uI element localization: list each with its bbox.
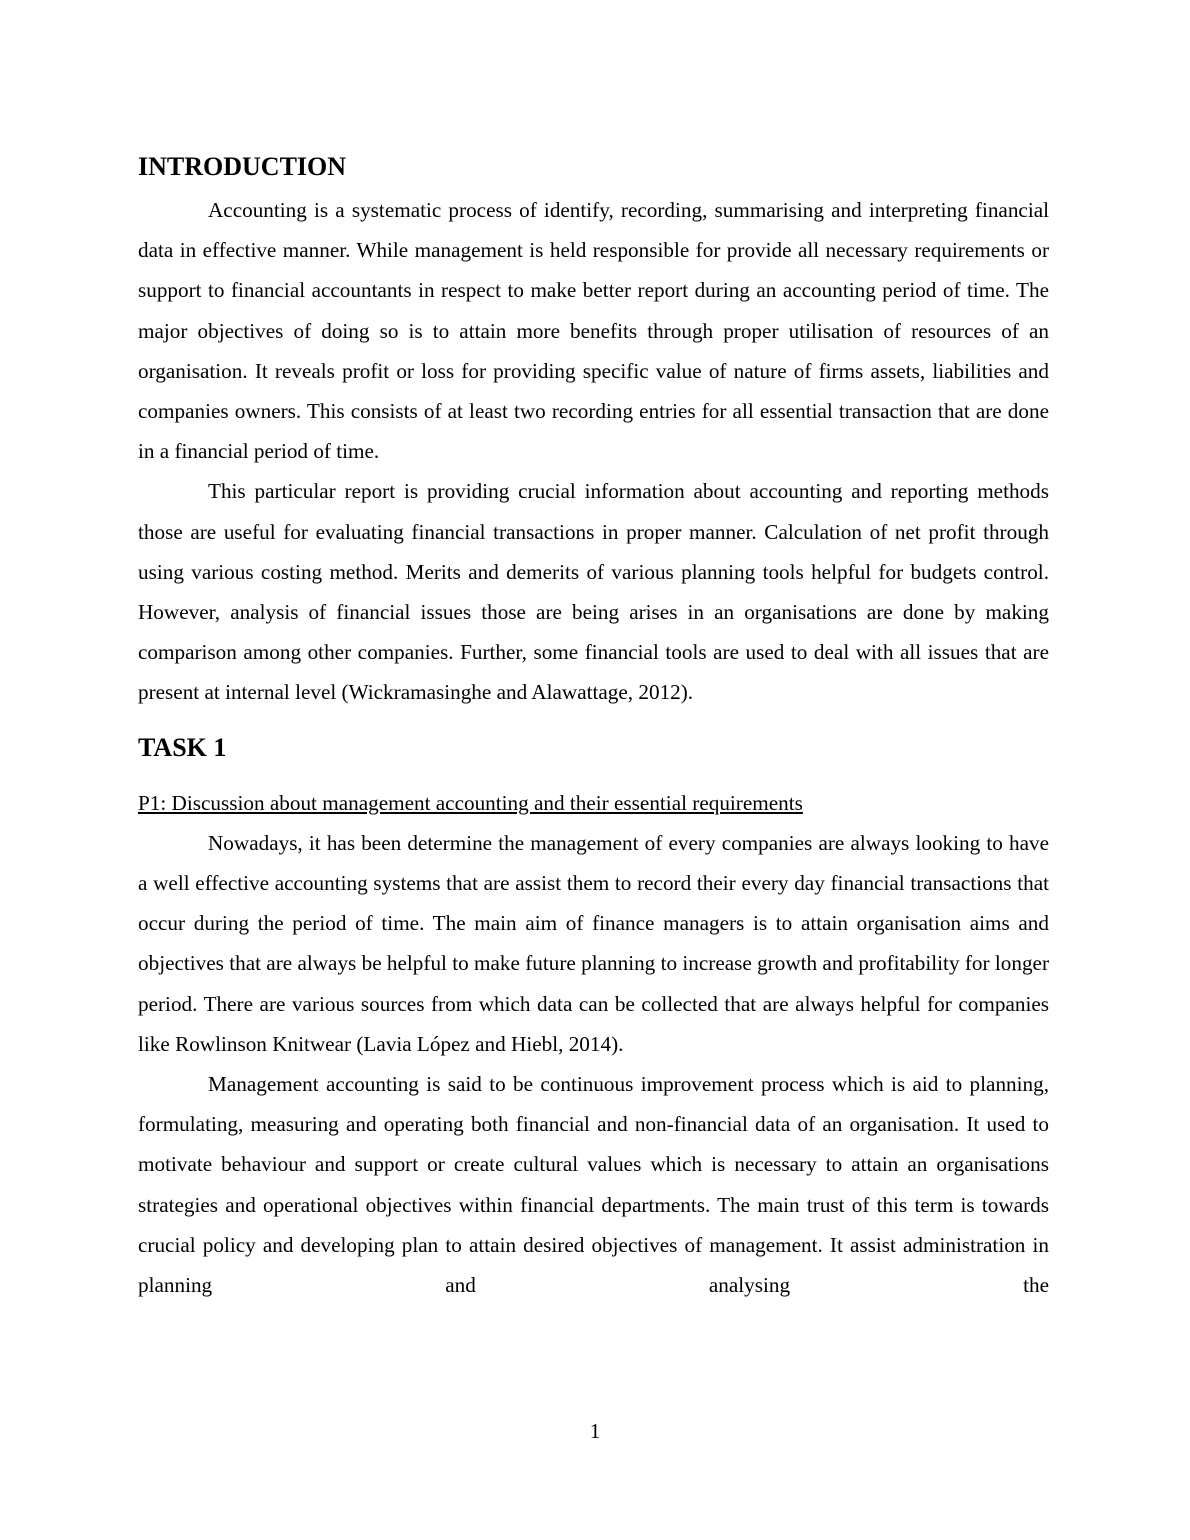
intro-paragraph-1: Accounting is a systematic process of identify, recording, summarising and interpreting financial data in effective manner. While management is held responsible for provide all necessary requirements or support to financial accountants in respect to make better report during an accounting period of time. The major objectives of doing so is to attain more benefits through proper utilisation of resources of an organisation. It reveals profit or loss for providing specific value of nature of firms assets, liabilities and companies owners. This consists of at least two recording entries for all essential transaction that are done in a financial period of time. bbox=[138, 198, 1049, 464]
page-number: 1 bbox=[589, 1419, 601, 1443]
task1-paragraph-2: Management accounting is said to be continuous improvement process which is aid to planning, formulating, measuring and operating both financial and non-financial data of an organisation. It used to motivate behaviour and support or create cultural values which is necessary to attain an organisations strategies and operational objectives within financial departments. The main trust of this term is towards crucial policy and developing plan to attain desired objectives of management. It assist administration in planning and analysing the bbox=[138, 1072, 1049, 1298]
document-page bbox=[138, 148, 1049, 1305]
intro-paragraph-2: This particular report is providing crucial information about accounting and reporting methods those are useful for evaluating financial transactions in proper manner. Calculation of net profit through using various costing method. Merits and demerits of various planning tools helpful for budgets control. However, analysis of financial issues those are being arises in an organisations are done by making comparison among other companies. Further, some financial tools are used to deal with all issues that are present at internal level (Wickramasinghe and Alawattage, 2012). bbox=[138, 479, 1049, 705]
task1-subheading: P1: Discussion about management accounting and their essential requirements bbox=[138, 790, 803, 815]
task1-heading: TASK 1 bbox=[138, 732, 227, 762]
intro-heading: INTRODUCTION bbox=[138, 152, 347, 181]
task1-paragraph-1: Nowadays, it has been determine the management of every companies are always looking to have a well effective accounting systems that are assist them to record their every day financial transactions that occur during the period of time. The main aim of finance managers is to attain organisation aims and objectives that are always be helpful to make future planning to increase growth and profitability for longer period. There are various sources from which data can be collected that are always helpful for companies like Rowlinson Knitwear (Lavia López and Hiebl, 2014). bbox=[138, 830, 1049, 1056]
